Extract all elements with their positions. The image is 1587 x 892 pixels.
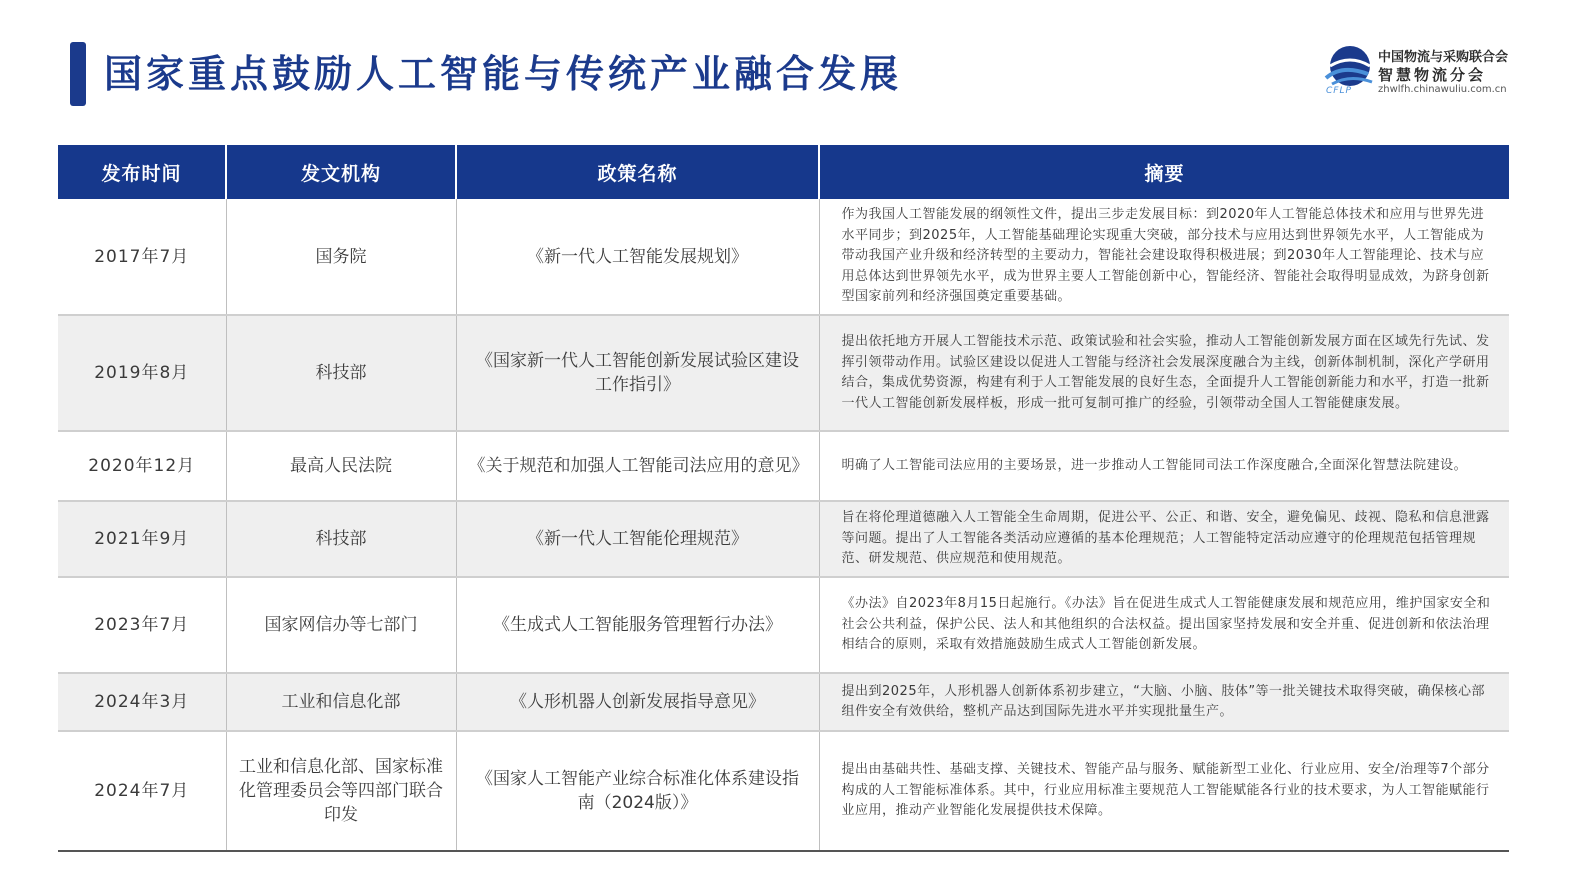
cell-agency: 工业和信息化部 <box>226 673 456 731</box>
table-row <box>58 315 1509 431</box>
table-row <box>58 199 1509 315</box>
cell-date: 2020年12月 <box>58 431 226 501</box>
cell-policy: 《国家新一代人工智能创新发展试验区建设工作指引》 <box>456 315 819 431</box>
cell-summary: 《办法》自2023年8月15日起施行。《办法》旨在促进生成式人工智能健康发展和规范应用，维护国家安全和社会公共利益，保护公民、法人和其他组织的合法权益。提出国家坚持发展和安全并重、促进创新和依法治理相结合的原则，采取有效措施鼓励生成式人工智能创新发展。 <box>819 577 1509 673</box>
cell-policy: 《新一代人工智能发展规划》 <box>456 199 819 315</box>
table-row <box>58 577 1509 673</box>
cell-date: 2023年7月 <box>58 577 226 673</box>
table-row <box>58 673 1509 731</box>
cell-summary: 提出依托地方开展人工智能技术示范、政策试验和社会实验，推动人工智能创新发展方面在区域先行先试、发挥引领带动作用。试验区建设以促进人工智能与经济社会发展深度融合为主线，创新体制机制，深化产学研用结合，集成优势资源，构建有利于人工智能发展的良好生态，全面提升人工智能创新能力和水平，打造一批新一代人工智能创新发展样板，形成一批可复制可推广的经验，引领带动全国人工智能健康发展。 <box>819 315 1509 431</box>
title-accent-bar <box>70 42 86 106</box>
logo-branch-name: 智慧物流分会 <box>1378 66 1487 84</box>
cell-agency: 科技部 <box>226 501 456 577</box>
logo-abbr: CFLP <box>1326 86 1352 96</box>
cell-agency: 最高人民法院 <box>226 431 456 501</box>
cell-policy: 《关于规范和加强人工智能司法应用的意见》 <box>456 431 819 501</box>
cell-policy: 《国家人工智能产业综合标准化体系建设指南（2024版）》 <box>456 731 819 851</box>
table-row <box>58 431 1509 501</box>
policy-table <box>58 145 1509 852</box>
table-header-row <box>58 145 1509 199</box>
page-title: 国家重点鼓励人工智能与传统产业融合发展 <box>104 52 903 96</box>
cell-agency: 科技部 <box>226 315 456 431</box>
cell-agency: 国家网信办等七部门 <box>226 577 456 673</box>
table-row <box>58 501 1509 577</box>
cell-policy: 《新一代人工智能伦理规范》 <box>456 501 819 577</box>
header-policy: 政策名称 <box>456 145 819 199</box>
cell-summary: 作为我国人工智能发展的纲领性文件，提出三步走发展目标：到2020年人工智能总体技术和应用与世界先进水平同步；到2025年，人工智能基础理论实现重大突破，部分技术与应用达到世界领先水平，人工智能成为带动我国产业升级和经济转型的主要动力，智能社会建设取得积极进展；到2030年人工智能理论、技术与应用总体达到世界领先水平，成为世界主要人工智能创新中心，智能经济、智能社会取得明显成效，为跻身创新型国家前列和经济强国奠定重要基础。 <box>819 199 1509 315</box>
cell-summary: 提出由基础共性、基础支撑、关键技术、智能产品与服务、赋能新型工业化、行业应用、安全/治理等7个部分构成的人工智能标准体系。其中，行业应用标准主要规范人工智能赋能各行业的技术要求，为人工智能赋能行业应用，推动产业智能化发展提供技术保障。 <box>819 731 1509 851</box>
cell-agency: 工业和信息化部、国家标准化管理委员会等四部门联合印发 <box>226 731 456 851</box>
header-agency: 发文机构 <box>226 145 456 199</box>
logo-url: zhwlfh.chinawuliu.com.cn <box>1378 84 1507 95</box>
cell-policy: 《人形机器人创新发展指导意见》 <box>456 673 819 731</box>
cell-date: 2024年3月 <box>58 673 226 731</box>
cell-agency: 国务院 <box>226 199 456 315</box>
cell-policy: 《生成式人工智能服务管理暂行办法》 <box>456 577 819 673</box>
header-summary: 摘要 <box>819 145 1509 199</box>
cell-summary: 旨在将伦理道德融入人工智能全生命周期，促进公平、公正、和谐、安全，避免偏见、歧视、隐私和信息泄露等问题。提出了人工智能各类活动应遵循的基本伦理规范；人工智能特定活动应遵守的伦理规范包括管理规范、研发规范、供应规范和使用规范。 <box>819 501 1509 577</box>
cell-date: 2019年8月 <box>58 315 226 431</box>
cell-summary: 提出到2025年，人形机器人创新体系初步建立，“大脑、小脑、肢体”等一批关键技术取得突破，确保核心部组件安全有效供给，整机产品达到国际先进水平并实现批量生产。 <box>819 673 1509 731</box>
cell-summary: 明确了人工智能司法应用的主要场景，进一步推动人工智能同司法工作深度融合,全面深化智慧法院建设。 <box>819 431 1509 501</box>
cell-date: 2017年7月 <box>58 199 226 315</box>
table-row <box>58 731 1509 851</box>
cell-date: 2021年9月 <box>58 501 226 577</box>
logo-org-name: 中国物流与采购联合会 <box>1378 50 1509 65</box>
cell-date: 2024年7月 <box>58 731 226 851</box>
logo <box>1320 42 1540 102</box>
header-date: 发布时间 <box>58 145 226 199</box>
